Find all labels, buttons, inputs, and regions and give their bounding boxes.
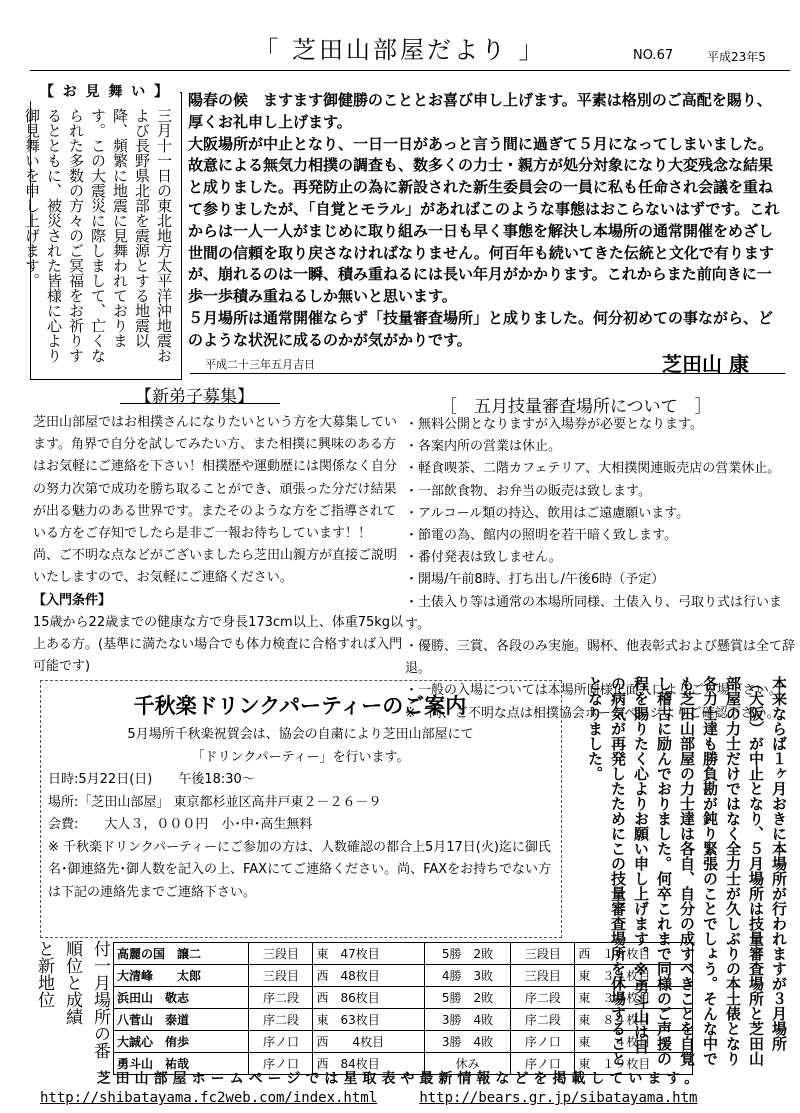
party-intro: 「ドリンクパーティー」を行います。 [191,749,410,765]
banzuke-label-line: と新地位 [34,940,54,1008]
rikishi-name: 八菅山 泰道 [114,1009,249,1031]
new-division: 三段目 [511,943,575,965]
may-basho-item: ・アルコール類の持込、飲用はご遠慮願います。 [405,505,690,521]
bears-link[interactable]: http://bears.gr.jp/sibatayama.htm [419,1090,698,1106]
new-division: 序ノ口 [511,1031,575,1053]
recruit-paragraph: 尚、ご不明な点などがございましたら芝田山親方が直接ご説明いたしますので、お気軽にご連絡ください。 [33,548,398,586]
banzuke-label-line: 付一月場所の番 [90,940,110,1059]
condolence-heading: 【 お 見 舞 い 】 [30,81,180,101]
issue-number: NO.67 [633,48,674,63]
recruit-section [33,412,405,678]
rikishi-name: 大誠心 侑歩 [114,1031,249,1053]
homepage-link[interactable]: http://shibatayama.fc2web.com/index.html [40,1090,378,1106]
prev-rank: 西 84枚目 [313,1053,424,1075]
prev-division: 三段目 [249,965,313,987]
newsletter-title: 「 芝田山部屋だより 」 [254,36,546,64]
signature: 芝田山 康 [662,352,749,376]
record: 休み [424,1053,511,1075]
table-row [114,1031,693,1053]
may-basho-item: ・開場/午前8時、打ち出し/午後6時（予定） [405,572,665,588]
new-rank: 東 ４枚目 [575,1031,693,1053]
prev-division: 序ノ口 [249,1053,313,1075]
new-division: 三段目 [511,965,575,987]
new-rank: 西 １８枚目 [575,943,693,965]
party-place: 場所:「芝田山部屋」 東京都杉並区高井戸東２－２６－９ [48,794,382,810]
banzuke-label [30,940,114,1065]
prev-rank: 西 48枚目 [313,965,424,987]
new-rank: 東 ３４枚目 [575,987,693,1009]
may-basho-note: ※ 尚、ご不明な点は相撲協会ホームページよりご確認下さい。 [405,705,780,721]
conditions-text: 15歳から22歳までの健康な方で身長173cm以上、体重75kg以上ある方。(基準に満たない場合でも体力検査に合格すれば入門可能です) [33,614,404,675]
recruit-paragraph: 芝田山部屋ではお相撲さんになりたいという方を大募集しています。角界で自分を試してみたい方、また相撲に興味のある方はお気軽にご連絡を下さい！相撲歴や運動歴には関係なく自分の努力次第で成功を勝ち取ることができ、頑張った分だけ結果が出る魅力のある世界です。またそのような方をご指導されている方をご存知でしたら是非ご一報お待ちしています！！ [33,415,398,542]
record: 4勝 3敗 [424,965,511,987]
prev-rank: 東 63枚目 [313,1009,424,1031]
may-basho-item: ・無料公開となりますが入場券が必要となります。 [405,417,703,432]
condolence-text: 三月十一日の東北地方太平洋沖地震および長野県北部を震源とする地震以降、頻繁に地震に見舞われております。この大震災に際しまして、亡くなられた多数の方々のご冥福をお祈りするとともに、被災された皆様に心より御見舞いを申し上げます。 [23,108,173,363]
greeting-paragraph: ５月場所は通常開催ならず「技量審査場所」と成りました。何分初めての事ながら、どのような状況に成るのかが気がかりです。 [188,308,774,349]
party-intro: 5月場所千秋楽祝賀会は、協会の自粛により芝田山部屋にて [127,727,474,742]
rikishi-name: 高麗の国 譲二 [114,943,249,965]
may-basho-item: ・優勝、三賞、各段のみ実施。賜杯、他表彰式および懸賞は全て辞退。 [405,639,796,677]
party-datetime: 日時:5月22日(日) 午後18:30～ [48,772,255,787]
may-basho-item: ・土俵入り等は通常の本場所同様、土俵入り、弓取り式は行います。 [405,594,783,632]
letter-date: 平成二十三年五月吉日 [205,358,315,371]
new-rank: 東 １９枚目 [575,1053,693,1075]
conditions-heading: 【入門条件】 [33,592,112,608]
prev-rank: 東 47枚目 [313,943,424,965]
greeting-letter [188,90,780,352]
new-rank: 東 ３４枚目 [575,965,693,987]
may-basho-item: ・一般の入場については本場所同様正面入口よりご入場下さい。 [405,683,782,699]
table-row [114,943,693,965]
may-basho-vertical-note: 本来ならば１ヶ月おきに本場所が行われますが３月場所（大阪）が中止となり、５月場所は技量審査場所と芝田山部屋の力士だけではなく全力士が久しぶりの本土俵となり各力士達も勝負勘が鈍り緊張のことでしょう。そんな中でも芝田山部屋の力士達は各自、自分の成すべきことを自覚し稽古に励んでおりました。何卒これまで同様のご声援の程を賜りたく心よりお願い申し上げます。※勇斗山は目の病気が再発したためにこの技量審査場所を休場することとなりました。 [586,676,788,1066]
may-basho-item: ・各案内所の営業は休止。 [405,439,562,455]
may-basho-item: ・一部飲食物、お弁当の販売は致します。 [405,483,651,499]
record: 3勝 4敗 [424,1009,511,1031]
may-basho-item: ・番付発表は致しません。 [405,550,562,566]
rikishi-name: 大清峰 太郎 [114,965,249,987]
prev-division: 序二段 [249,1009,313,1031]
prev-division: 序ノ口 [249,1031,313,1053]
party-details [48,724,553,904]
greeting-divider [190,373,785,374]
record: 5勝 2敗 [424,987,511,1009]
prev-rank: 西 4枚目 [313,1031,424,1053]
issue-date: 平成23年5 [707,50,766,64]
party-fee: 会費: 大人３，０００円 小･中･高生無料 [48,817,313,832]
may-basho-heading: ［ 五月技量審査場所について ］ [440,397,712,417]
new-division: 序ノ口 [511,1053,575,1075]
recruit-heading: 【新弟子募集】 [135,387,254,407]
greeting-paragraph: 大阪場所が中止となり、一日一日があっと言う間に過ぎて５月になってしまいました。故意による無気力相撲の調査も、数多くの力士・親方が処分対象になり大変残念な結果と成りました。再発防止の為に新設された新生委員会の一員に私も任命され会議を重ねて参りましたが、「自覚とモラル」があればこのような事態はおこらないはずです。これからは一人一人がまじめに取り組み一日も早く事態を解決し本場所の通常開催をめざし世間の信頼を取り戻さなければなりません。何百年も続いてきた伝統と文化で有りますが、崩れるのは一瞬、積み重ねるには長い年月がかかります。これからまた前向きに一歩一歩積み重ねるしか無いと思います。 [188,134,780,306]
prev-division: 三段目 [249,943,313,965]
greeting-paragraph: 陽春の候 ますます御健勝のこととお喜び申し上げます。平素は格別のご高配を賜り、厚くお礼申し上げます。 [188,91,772,131]
footer-text: 芝田山部屋ホームページでは星取表や最新情報などを掲載しています。 [96,1071,704,1087]
party-note: ※ 千秋楽ドリンクパーティーにご参加の方は、人数確認の都合上5月17日(火)迄に御氏名･御連絡先･御人数を記入の上、FAXにてご連絡ください。尚、FAXをお持ちでない方は下記の連絡先までご連絡下さい。 [48,839,552,900]
banzuke-table [113,942,693,1075]
header-divider [30,70,790,71]
party-title: 千秋楽ドリンクパーティーのご案内 [133,694,467,718]
new-rank: 東 ８４枚目 [575,1009,693,1031]
may-basho-item: ・節電の為、館内の照明を若干暗く致します。 [405,528,677,544]
prev-rank: 西 86枚目 [313,987,424,1009]
table-row [114,1009,693,1031]
record: 5勝 2敗 [424,943,511,965]
table-row [114,987,693,1009]
banzuke-label-line: 順位と成績 [62,940,82,1025]
record: 3勝 4敗 [424,1031,511,1053]
footer-links [40,1090,800,1106]
rikishi-name: 勇斗山 祐哉 [114,1053,249,1075]
recruit-heading-underline [120,403,280,404]
may-basho-item: ・軽食喫茶、二階カフェテリア、大相撲関連販売店の営業休止。 [405,461,781,477]
rikishi-name: 浜田山 敬志 [114,987,249,1009]
new-division: 序二段 [511,1009,575,1031]
prev-division: 序二段 [249,987,313,1009]
table-row [114,965,693,987]
new-division: 序二段 [511,987,575,1009]
